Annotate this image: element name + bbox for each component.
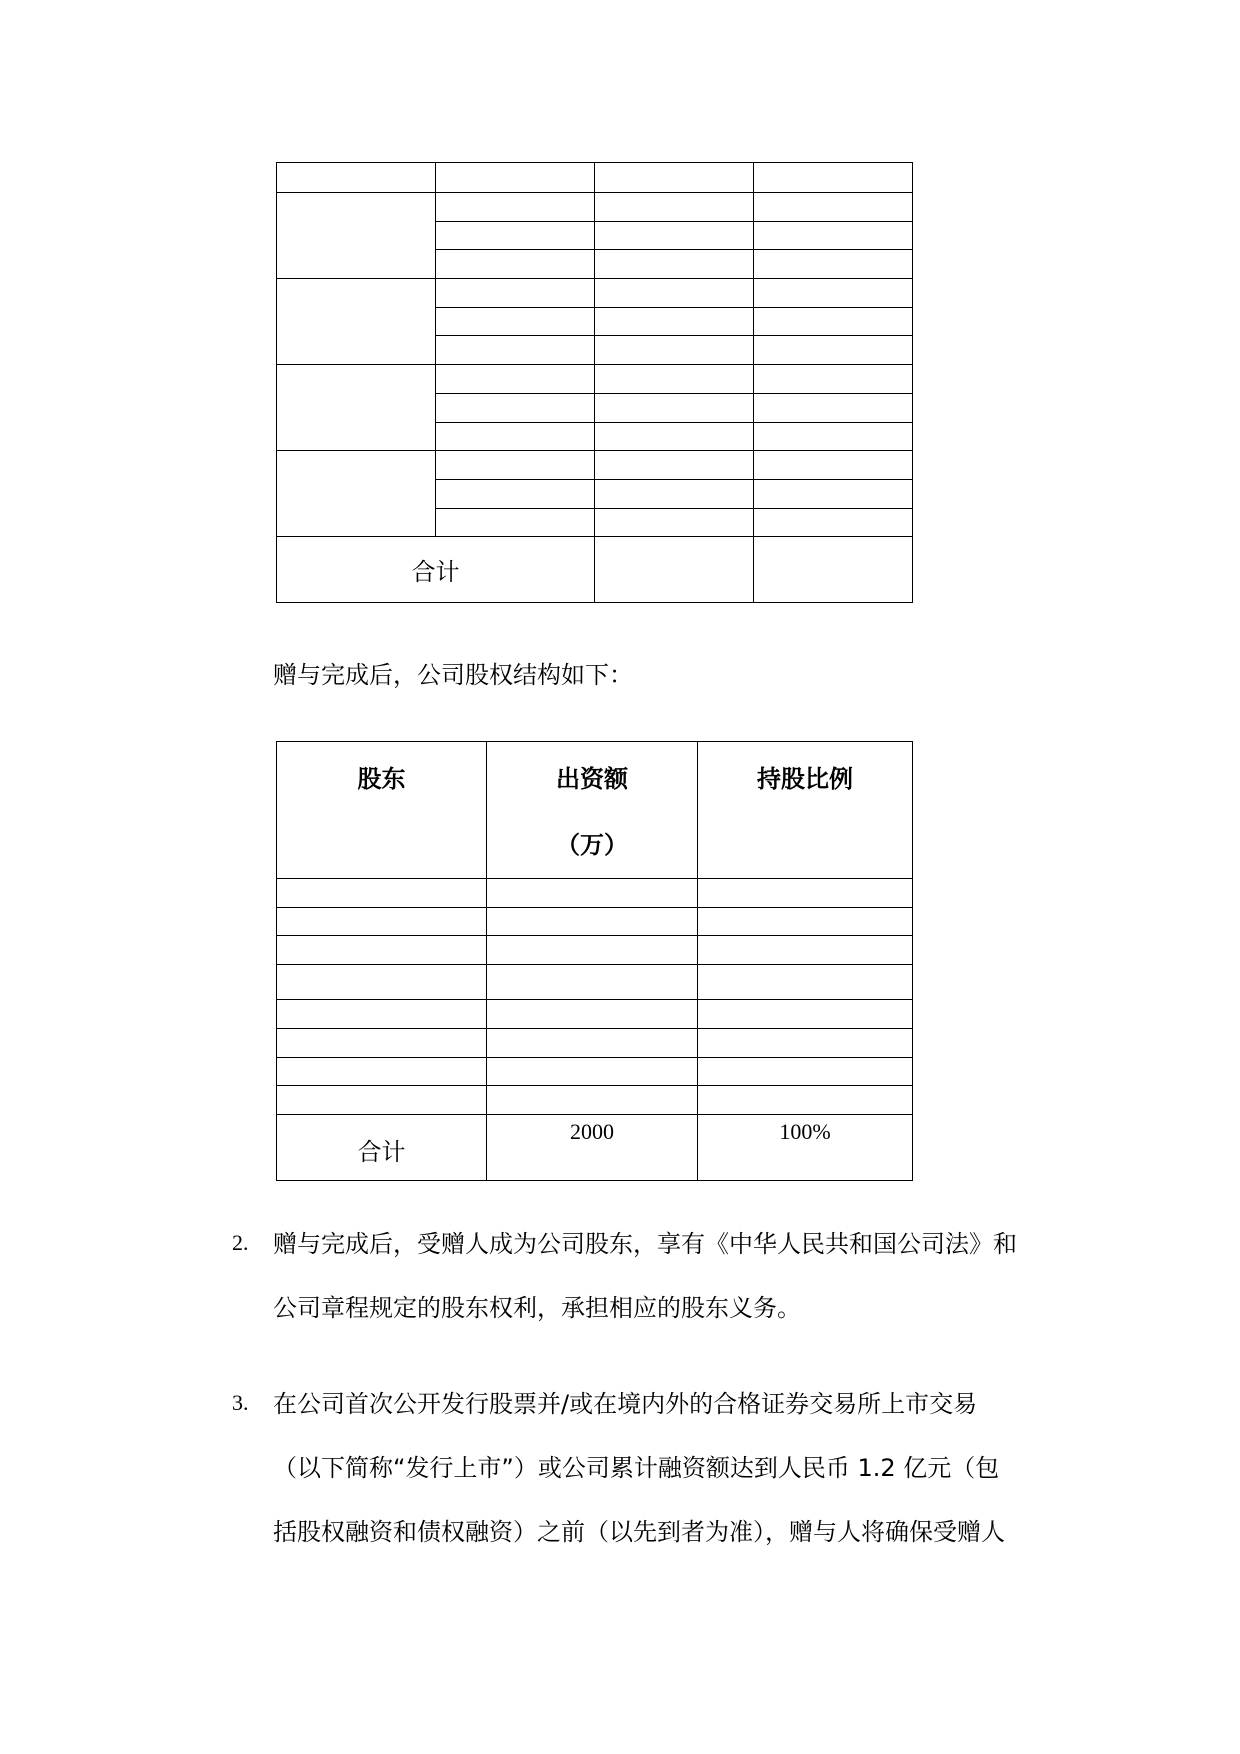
table-row bbox=[277, 1086, 913, 1115]
table-cell bbox=[698, 1086, 913, 1115]
table-cell bbox=[698, 879, 913, 908]
shareholding-table-after bbox=[276, 741, 913, 1181]
table-cell bbox=[277, 365, 436, 451]
table-cell bbox=[436, 479, 595, 508]
table-cell bbox=[595, 393, 754, 422]
table-row bbox=[277, 965, 913, 1000]
table-row bbox=[277, 1057, 913, 1086]
table-cell bbox=[436, 365, 595, 394]
table-cell bbox=[595, 508, 754, 537]
table-cell bbox=[595, 193, 754, 222]
table-row bbox=[277, 193, 913, 222]
total-percent-value: 100% bbox=[698, 1115, 913, 1181]
table-cell bbox=[754, 365, 913, 394]
table-cell bbox=[754, 163, 913, 193]
header-share-ratio: 持股比例 bbox=[698, 742, 913, 879]
table-cell bbox=[595, 479, 754, 508]
table-row bbox=[277, 365, 913, 394]
table-row bbox=[277, 879, 913, 908]
table-cell bbox=[754, 307, 913, 336]
item-line: 在公司首次公开发行股票并/或在境内外的合格证券交易所上市交易 bbox=[273, 1390, 978, 1418]
table-cell bbox=[277, 1086, 487, 1115]
table-cell bbox=[277, 879, 487, 908]
table-cell bbox=[436, 193, 595, 222]
table-cell bbox=[698, 907, 913, 936]
table-cell bbox=[277, 1000, 487, 1029]
table-cell bbox=[277, 451, 436, 537]
table-cell bbox=[754, 451, 913, 480]
table-total-row bbox=[277, 1115, 913, 1181]
table-cell bbox=[487, 1029, 698, 1058]
table-cell bbox=[436, 451, 595, 480]
item-line: 公司章程规定的股东权利，承担相应的股东义务。 bbox=[273, 1294, 801, 1322]
table-cell bbox=[277, 936, 487, 965]
table-cell bbox=[595, 307, 754, 336]
item-number: 3. bbox=[232, 1390, 249, 1415]
table-cell bbox=[487, 1000, 698, 1029]
table-row bbox=[277, 936, 913, 965]
table-cell bbox=[595, 279, 754, 308]
intro-paragraph: 赠与完成后，公司股权结构如下： bbox=[273, 661, 633, 689]
table-cell bbox=[754, 508, 913, 537]
table-row bbox=[277, 907, 913, 936]
table-total-row bbox=[277, 537, 913, 603]
table-row bbox=[277, 1000, 913, 1029]
table-cell bbox=[754, 250, 913, 279]
table-cell bbox=[698, 936, 913, 965]
table-cell bbox=[487, 965, 698, 1000]
header-capital bbox=[487, 742, 698, 879]
shareholding-table-before bbox=[276, 162, 913, 603]
total-capital-value: 2000 bbox=[487, 1115, 698, 1181]
table-row bbox=[277, 163, 913, 193]
table-cell bbox=[595, 422, 754, 451]
table-cell bbox=[487, 1086, 698, 1115]
table-cell bbox=[436, 163, 595, 193]
table-cell bbox=[754, 422, 913, 451]
table-cell bbox=[436, 221, 595, 250]
table-cell bbox=[595, 451, 754, 480]
table-cell bbox=[595, 221, 754, 250]
table-cell bbox=[436, 393, 595, 422]
table-cell bbox=[436, 279, 595, 308]
table-cell bbox=[277, 1057, 487, 1086]
table-cell bbox=[595, 537, 754, 603]
total-label: 合计 bbox=[277, 537, 595, 603]
table-cell bbox=[754, 537, 913, 603]
table-cell bbox=[754, 336, 913, 365]
table-row bbox=[277, 1029, 913, 1058]
table-cell bbox=[698, 1029, 913, 1058]
table-cell bbox=[754, 221, 913, 250]
table-cell bbox=[754, 479, 913, 508]
total-label: 合计 bbox=[277, 1115, 487, 1181]
table-cell bbox=[436, 250, 595, 279]
table-cell bbox=[436, 508, 595, 537]
table-row bbox=[277, 451, 913, 480]
header-capital-label: 出资额 bbox=[556, 765, 628, 793]
table-cell bbox=[487, 879, 698, 908]
table-cell bbox=[754, 393, 913, 422]
header-shareholder: 股东 bbox=[277, 742, 487, 879]
table-cell bbox=[698, 965, 913, 1000]
table-cell bbox=[277, 193, 436, 279]
item-number: 2. bbox=[232, 1230, 249, 1255]
table-cell bbox=[436, 422, 595, 451]
table-cell bbox=[277, 1029, 487, 1058]
table-cell bbox=[436, 307, 595, 336]
table-cell bbox=[277, 163, 436, 193]
table-cell bbox=[436, 336, 595, 365]
table-cell bbox=[277, 279, 436, 365]
table-cell bbox=[754, 279, 913, 308]
table-cell bbox=[277, 907, 487, 936]
table-cell bbox=[698, 1057, 913, 1086]
item-line: （以下简称“发行上市”）或公司累计融资额达到人民币 1.2 亿元（包 bbox=[273, 1454, 1000, 1482]
table-header-row bbox=[277, 742, 913, 879]
item-paragraph bbox=[273, 1212, 1063, 1340]
item-paragraph bbox=[273, 1372, 1063, 1564]
item-line: 赠与完成后，受赠人成为公司股东，享有《中华人民共和国公司法》和 bbox=[273, 1230, 1017, 1258]
header-capital-unit: （万） bbox=[556, 831, 628, 859]
table-cell bbox=[595, 365, 754, 394]
table-cell bbox=[595, 336, 754, 365]
table-cell bbox=[277, 965, 487, 1000]
table-cell bbox=[595, 250, 754, 279]
table-row bbox=[277, 279, 913, 308]
table-cell bbox=[754, 193, 913, 222]
table-cell bbox=[487, 936, 698, 965]
item-line: 括股权融资和债权融资）之前（以先到者为准），赠与人将确保受赠人 bbox=[273, 1518, 1005, 1546]
table-cell bbox=[487, 907, 698, 936]
table-cell bbox=[487, 1057, 698, 1086]
table-cell bbox=[698, 1000, 913, 1029]
table-cell bbox=[595, 163, 754, 193]
